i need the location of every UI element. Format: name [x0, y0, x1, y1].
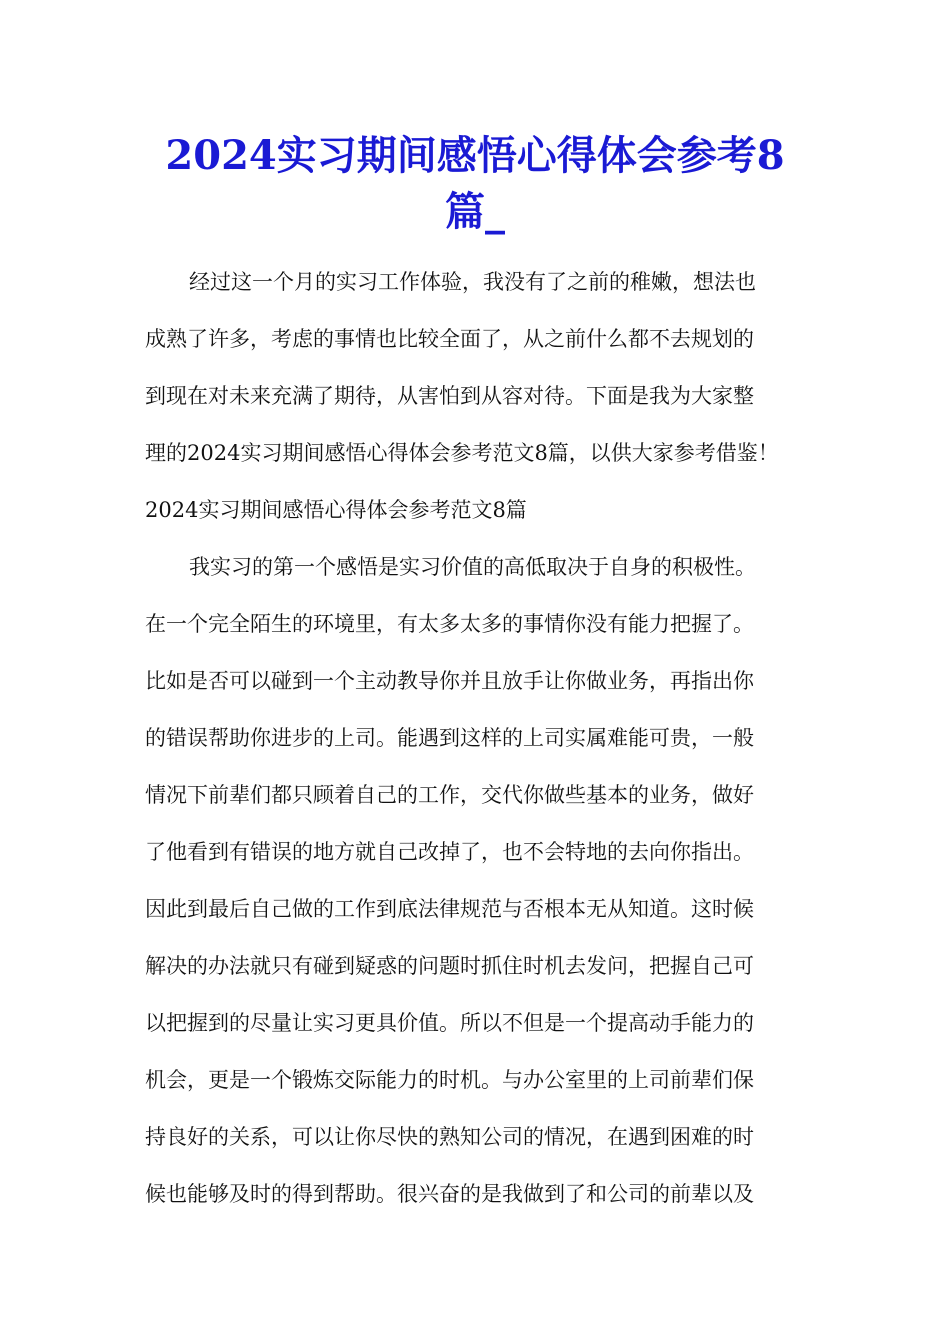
paragraph-line: 情况下前辈们都只顾着自己的工作，交代你做些基本的业务，做好	[145, 783, 754, 807]
paragraph-line: 我实习的第一个感悟是实习价值的高低取决于自身的积极性。	[189, 555, 756, 579]
paragraph-line: 持良好的关系，可以让你尽快的熟知公司的情况，在遇到困难的时	[145, 1125, 754, 1149]
paragraph-line: 以把握到的尽量让实习更具价值。所以不但是一个提高动手能力的	[145, 1011, 754, 1035]
intro-line: 成熟了许多，考虑的事情也比较全面了，从之前什么都不去规划的	[145, 327, 754, 351]
paragraph-line: 解决的办法就只有碰到疑惑的问题时抓住时机去发问，把握自己可	[145, 954, 754, 978]
paragraph-line: 候也能够及时的得到帮助。很兴奋的是我做到了和公司的前辈以及	[145, 1182, 754, 1206]
paragraph-line: 机会，更是一个锻炼交际能力的时机。与办公室里的上司前辈们保	[145, 1068, 754, 1092]
paragraph-line: 因此到最后自己做的工作到底法律规范与否根本无从知道。这时候	[145, 897, 754, 921]
intro-line: 理的2024实习期间感悟心得体会参考范文8篇，以供大家参考借鉴！	[145, 441, 779, 465]
title-line-1: 2024实习期间感悟心得体会参考8	[165, 132, 785, 179]
paragraph-line: 了他看到有错误的地方就自己改掉了，也不会特地的去向你指出。	[145, 840, 754, 864]
paragraph-line: 在一个完全陌生的环境里，有太多太多的事情你没有能力把握了。	[145, 612, 754, 636]
paragraph-line: 比如是否可以碰到一个主动教导你并且放手让你做业务，再指出你	[145, 669, 754, 693]
paragraph-line: 的错误帮助你进步的上司。能遇到这样的上司实属难能可贵，一般	[145, 726, 754, 750]
intro-line: 经过这一个月的实习工作体验，我没有了之前的稚嫩，想法也	[189, 270, 756, 294]
title-line-2: 篇_	[445, 188, 505, 235]
intro-line: 到现在对未来充满了期待，从害怕到从容对待。下面是我为大家整	[145, 384, 754, 408]
document-title	[145, 128, 805, 240]
section-heading: 2024实习期间感悟心得体会参考范文8篇	[145, 498, 527, 522]
